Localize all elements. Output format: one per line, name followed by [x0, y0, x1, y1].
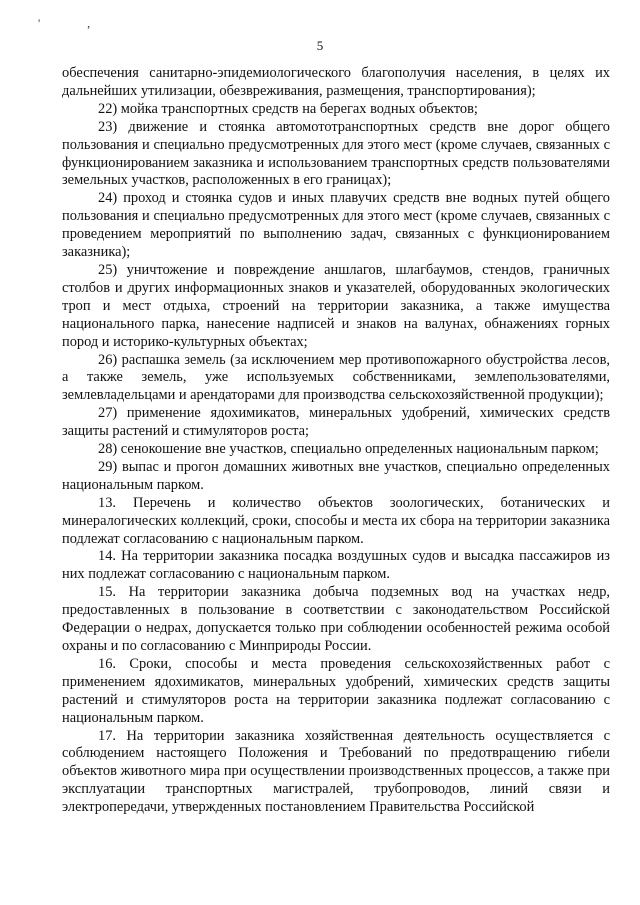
- paragraph-section-13: 13. Перечень и количество объектов зоологических, ботанических и минералогических коллекций, сроки, способы и места их сбора на территории заказника подлежат согласованию с национальным парком.: [62, 494, 610, 547]
- paragraph-item-25: 25) уничтожение и повреждение аншлагов, шлагбаумов, стендов, граничных столбов и других информационных знаков и указателей, оборудованных экологических троп и мест отдыха, строений на территории заказника, а также имущества национального парка, нанесение надписей и знаков на валунах, обнажениях горных пород и историко-культурных объектах;: [62, 261, 610, 350]
- paragraph-item-22: 22) мойка транспортных средств на берегах водных объектов;: [98, 100, 478, 117]
- paragraph-continuation: обеспечения санитарно-эпидемиологического благополучия населения, в целях их дальнейших утилизации, обезвреживания, размещения, транспортирования);: [62, 65, 610, 99]
- document-body: [62, 65, 610, 817]
- paragraph-item-26: 26) распашка земель (за исключением мер противопожарного обустройства лесов, а также земель, уже используемых собственниками, землепользователями, землевладельцами и арендаторами для производства сельскохозяйственной продукции);: [62, 351, 610, 404]
- scan-marks: ' ,: [38, 16, 113, 30]
- paragraph-item-29: 29) выпас и прогон домашних животных вне участков, специально определенных национальным парком.: [62, 458, 610, 493]
- paragraph-item-24: 24) проход и стоянка судов и иных плавучих средств вне водных путей общего пользования и специально предусмотренных для этого мест (кроме случаев, связанных с проведением мероприятий по выполнению задач, связанных с функционированием заказника);: [62, 190, 610, 261]
- page-number: 5: [316, 38, 324, 53]
- paragraph-section-14: 14. На территории заказника посадка воздушных судов и высадка пассажиров из них подлежат согласованию с национальным парком.: [62, 548, 610, 583]
- paragraph-section-16: 16. Сроки, способы и места проведения сельскохозяйственных работ с применением ядохимикатов, минеральных удобрений, химических средств защиты растений и стимуляторов роста на территории заказника подлежат согласованию с национальным парком.: [62, 655, 610, 726]
- paragraph-section-15: 15. На территории заказника добыча подземных вод на участках недр, предоставленных в пользование в соответствии с законодательством Российской Федерации о недрах, допускается только при соблюдении особенностей режима особой охраны и по согласованию с Минприроды России.: [62, 584, 610, 654]
- paragraph-item-23: 23) движение и стоянка автомототранспортных средств вне дорог общего пользования и специально предусмотренных для этого мест (кроме случаев, связанных с функционированием заказника и использованием транспортных средств пользователями земельных участков, расположенных в его границах);: [62, 118, 610, 189]
- paragraph-item-28: 28) сенокошение вне участков, специально определенных национальным парком;: [98, 441, 599, 458]
- paragraph-item-27: 27) применение ядохимикатов, минеральных удобрений, химических средств защиты растений и стимуляторов роста;: [62, 405, 610, 440]
- paragraph-section-17: 17. На территории заказника хозяйственная деятельность осуществляется с соблюдением настоящего Положения и Требований по предотвращению гибели объектов животного мира при осуществлении производственных процессов, а также при эксплуатации транспортных магистралей, трубопроводов, линий связи и электропередачи, утвержденных постановлением Правительства Российской: [62, 727, 610, 816]
